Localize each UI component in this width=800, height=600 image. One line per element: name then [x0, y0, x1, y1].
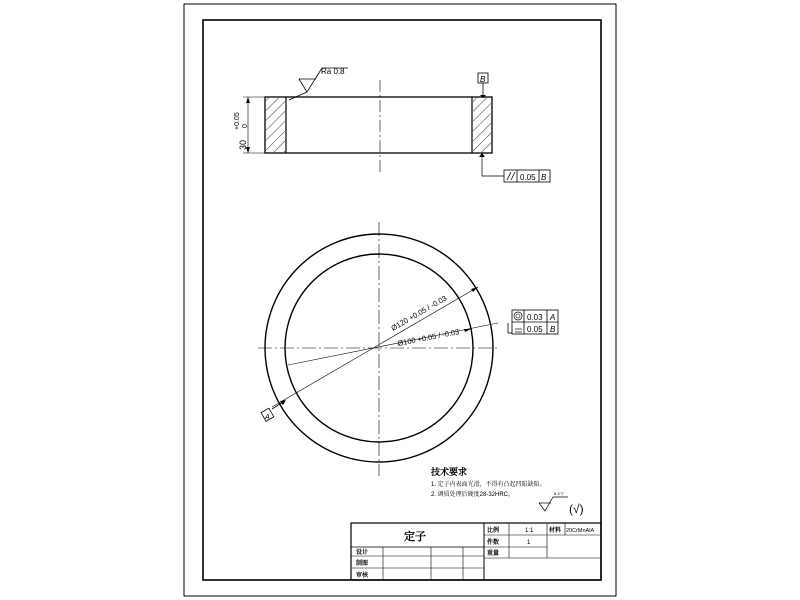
circular-runout-icon — [514, 312, 522, 320]
parallel-symbol — [507, 172, 511, 180]
title-block — [351, 523, 601, 580]
datum-b-letter: B — [480, 75, 486, 84]
scale-label: 比例 — [487, 527, 500, 534]
height-dimension — [234, 97, 265, 153]
fcf-row2-datum: B — [550, 325, 556, 334]
reviewer-label: 审核 — [356, 572, 369, 579]
roughness-value: Ra 0.8 — [321, 67, 345, 76]
tech-req-title: 技术要求 — [431, 468, 468, 478]
general-roughness-suffix: (√) — [569, 502, 584, 516]
roughness-symbol — [289, 67, 348, 100]
tech-req-item-2: 2. 调质处理后硬度28-32HRC。 — [431, 492, 515, 498]
drafter-label: 制图 — [356, 560, 369, 567]
material-value: 20CrMnAlA — [566, 528, 595, 534]
tech-req-item-1: 1. 定子内表面光滑，不得有凸起凹陷缺陷。 — [431, 482, 546, 488]
datum-a-marker — [261, 400, 286, 421]
qty-label: 件数 — [487, 539, 500, 546]
fcf-row1-datum: A — [550, 313, 556, 322]
sheet-outer-border — [184, 4, 616, 596]
qty-value: 1 — [527, 540, 531, 546]
outer-diameter-label: Ø120 +0.05 / -0.03 — [389, 293, 449, 333]
fcf-row1-value: 0.03 — [527, 313, 543, 322]
sheet-inner-frame — [203, 20, 601, 580]
height-tol-upper: +0.05 — [234, 112, 241, 130]
scale-value: 1:1 — [525, 528, 534, 534]
height-tol-lower: 0 — [242, 124, 249, 128]
datum-b-marker — [478, 73, 488, 98]
datum-a-letter: A — [265, 414, 270, 421]
inner-diameter-label: Ø100 +0.05 / -0.03 — [396, 327, 460, 348]
general-roughness — [539, 491, 584, 516]
general-roughness-value: 6.3 ▽ — [554, 491, 564, 496]
section-view — [234, 67, 550, 182]
inner-dia-arrow — [464, 329, 471, 332]
material-label: 材料 — [549, 527, 562, 534]
parallelism-callout — [479, 153, 550, 182]
section-hatch-right — [473, 98, 491, 152]
weight-label: 重量 — [487, 550, 500, 557]
outer-diameter-line — [272, 287, 478, 407]
geometric-tolerance-frame — [508, 310, 558, 334]
designer-label: 设计 — [356, 549, 369, 556]
parallelism-value: 0.05 — [520, 173, 536, 182]
height-nominal: 30 — [238, 139, 248, 150]
section-hatch-left — [266, 98, 285, 152]
part-name: 定子 — [404, 530, 426, 543]
fcf-row2-value: 0.05 — [527, 325, 543, 334]
parallelism-datum: B — [541, 173, 547, 182]
plan-view — [258, 222, 558, 476]
technical-requirements — [430, 466, 546, 498]
ring-section-outline — [265, 97, 492, 153]
